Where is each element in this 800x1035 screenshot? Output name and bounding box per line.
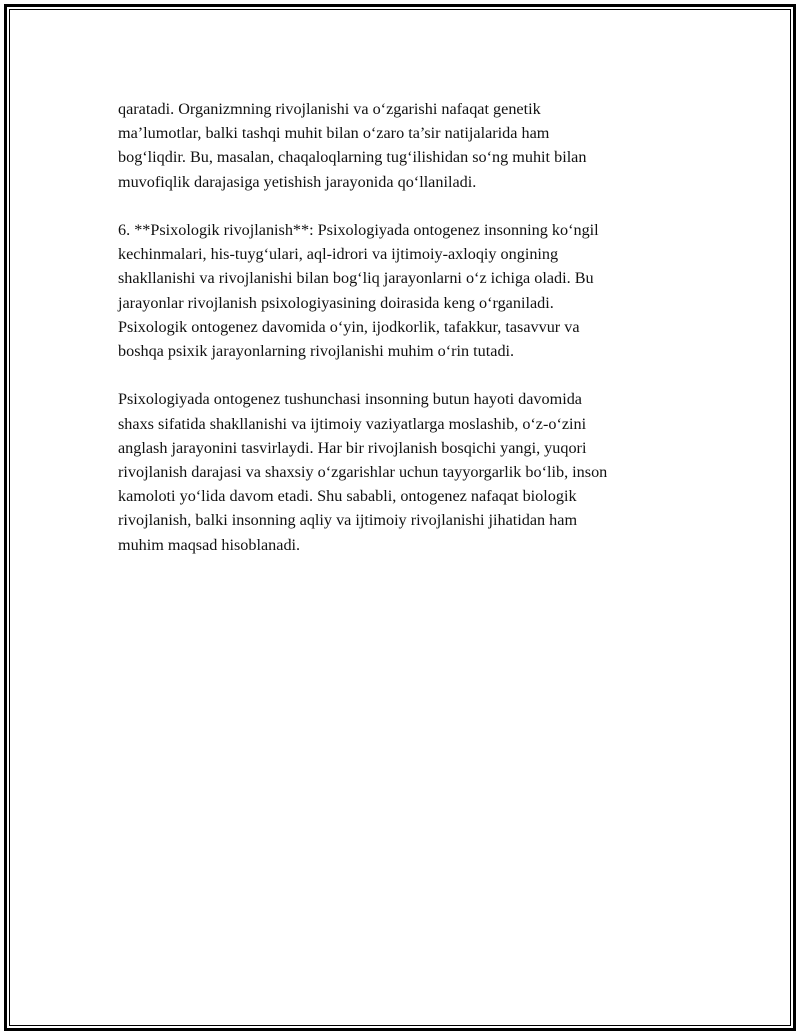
text-line: rivojlanish, balki insonning aqliy va ijtimoiy rivojlanishi jihatidan ham: [118, 511, 578, 530]
text-line: Psixologiyada ontogenez tushunchasi insonning butun hayoti davomida: [118, 390, 582, 409]
text-line: qaratadi. Organizmning rivojlanishi va o‘zgarishi nafaqat genetik: [118, 100, 541, 118]
paragraph-2: [118, 218, 698, 363]
text-line: rivojlanish darajasi va shaxsiy o‘zgarishlar uchun tayyorgarlik bo‘lib, inson: [118, 463, 608, 482]
text-line: kamoloti yo‘lida davom etadi. Shu sababli, ontogenez nafaqat biologik: [118, 487, 577, 506]
paragraph-1: [118, 97, 698, 194]
text-line: shaxs sifatida shakllanishi va ijtimoiy vaziyatlarga moslashib, o‘z-o‘zini: [118, 414, 587, 433]
text-line: kechinmalari, his-tuyg‘ulari, aql-idrori va ijtimoiy-axloqiy ongining: [118, 245, 559, 264]
paragraph-3: [118, 387, 698, 556]
text-line: bog‘liqdir. Bu, masalan, chaqaloqlarning tug‘ilishidan so‘ng muhit bilan: [118, 148, 587, 167]
text-line: anglash jarayonini tasvirlaydi. Har bir rivojlanish bosqichi yangi, yuqori: [118, 438, 587, 457]
text-line: ma’lumotlar, balki tashqi muhit bilan o‘zaro ta’sir natijalarida ham: [118, 124, 550, 143]
text-line: shakllanishi va rivojlanishi bilan bog‘liq jarayonlarni o‘z ichiga oladi. Bu: [118, 269, 594, 288]
text-line: muhim maqsad hisoblanadi.: [118, 535, 301, 554]
text-line: jarayonlar rivojlanish psixologiyasining doirasida keng o‘rganiladi.: [118, 293, 554, 312]
text-line: muvofiqlik darajasiga yetishish jarayonida qo‘llaniladi.: [118, 172, 477, 191]
document-body: [118, 97, 698, 581]
page-border: [4, 4, 796, 1031]
text-line: boshqa psixik jarayonlarning rivojlanishi muhim o‘rin tutadi.: [118, 342, 515, 361]
text-line: 6. **Psixologik rivojlanish**: Psixologiyada ontogenez insonning ko‘ngil: [118, 221, 599, 239]
text-line: Psixologik ontogenez davomida o‘yin, ijodkorlik, tafakkur, tasavvur va: [118, 317, 580, 336]
